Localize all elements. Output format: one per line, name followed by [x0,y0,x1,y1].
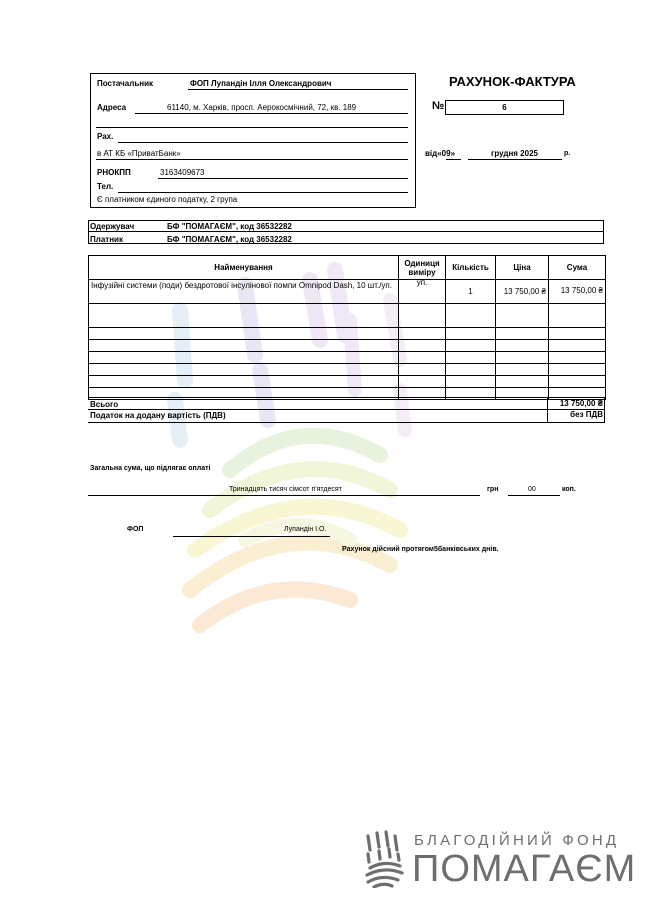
total-label: Всього [90,400,119,409]
tax-id-label: РНОКПП [97,168,131,177]
amount-currency: грн [487,486,499,493]
bank-underline [96,159,408,160]
tax-status: Є платником єдиного податку, 2 група [97,195,238,204]
validity-text: Рахунок дійсний протягом5банківських днів. [342,546,499,553]
address-underline [135,113,408,114]
item-name: Інфузійні системи (поди) бездротової інсулінової помпи Omnipod Dash, 10 шт./уп. [89,280,399,304]
phone-underline [118,192,408,193]
kopecks-underline [508,495,560,496]
org-name: ПОМАГАЄМ [412,848,637,890]
address-line-2 [96,127,408,128]
date-month-underline [468,159,562,160]
table-header-row [89,256,606,280]
amount-kopecks: 00 [528,486,536,493]
item-sum: 13 750,00 ₴ [549,280,606,304]
recipient-value: БФ "ПОМАГАЄМ", код 36532282 [167,222,292,231]
amount-words-underline [88,495,480,496]
recipient-label: Одержувач [90,222,135,231]
account-label: Рах. [97,132,114,141]
signature-underline [173,536,330,537]
header-price: Ціна [496,256,549,280]
hand-logo-icon [362,830,406,888]
payer-value: БФ "ПОМАГАЄМ", код 36532282 [167,235,292,244]
vat-row [88,409,605,423]
org-subtitle: БЛАГОДІЙНИЙ ФОНД [414,832,620,849]
tax-id-value: 3163409673 [160,168,205,177]
phone-label: Тел. [97,182,114,191]
table-row [89,304,606,328]
payer-label: Платник [90,235,123,244]
header-qty: Кількість [446,256,496,280]
address-label: Адреса [97,103,127,112]
supplier-box [90,73,416,208]
date-day-underline [446,159,461,160]
date-prefix: від«09» [425,149,456,158]
table-row [89,280,606,304]
invoice-number-box [445,100,564,115]
account-underline [118,142,408,143]
supplier-name: ФОП Лупандін Ілля Олександрович [190,79,332,88]
table-row [89,328,606,340]
header-unit: Одиниця виміру [399,256,446,280]
date-suffix: р. [564,150,571,157]
recipient-payer-band [88,220,604,244]
footer-logo [362,826,652,892]
band-divider [88,231,604,232]
item-qty: 1 [446,280,496,304]
table-row [89,340,606,352]
invoice-number-label: № [432,100,445,112]
items-table [88,255,606,400]
supplier-name-underline [188,89,408,90]
vat-label: Податок на додану вартість (ПДВ) [90,411,226,420]
supplier-label: Постачальник [97,79,153,88]
table-row [89,364,606,376]
address-value: 61140, м. Харків, просп. Аерокосмічний, 72, кв. 189 [167,103,357,112]
amount-words: Тринадцять тисяч сімсот п'ятдесят [229,486,342,493]
item-price: 13 750,00 ₴ [496,280,549,304]
total-value: 13 750,00 ₴ [559,399,603,408]
signature-label: ФОП [127,526,144,533]
vat-value: без ПДВ [570,410,603,419]
kop-label: коп. [562,486,576,493]
bank-text: в АТ КБ «ПриватБанк» [97,149,181,158]
signature-name: Лупандін І.О. [284,526,327,533]
item-unit: уп. [399,280,446,304]
date-month-year: грудня 2025 [491,149,538,158]
table-row [89,376,606,388]
invoice-number: 6 [502,103,507,112]
amount-label: Загальна сума, що підлягає оплаті [90,465,211,472]
header-sum: Сума [549,256,606,280]
invoice-title: РАХУНОК-ФАКТУРА [449,74,576,89]
table-row [89,352,606,364]
header-name: Найменування [89,256,399,280]
tax-id-underline [158,178,408,179]
